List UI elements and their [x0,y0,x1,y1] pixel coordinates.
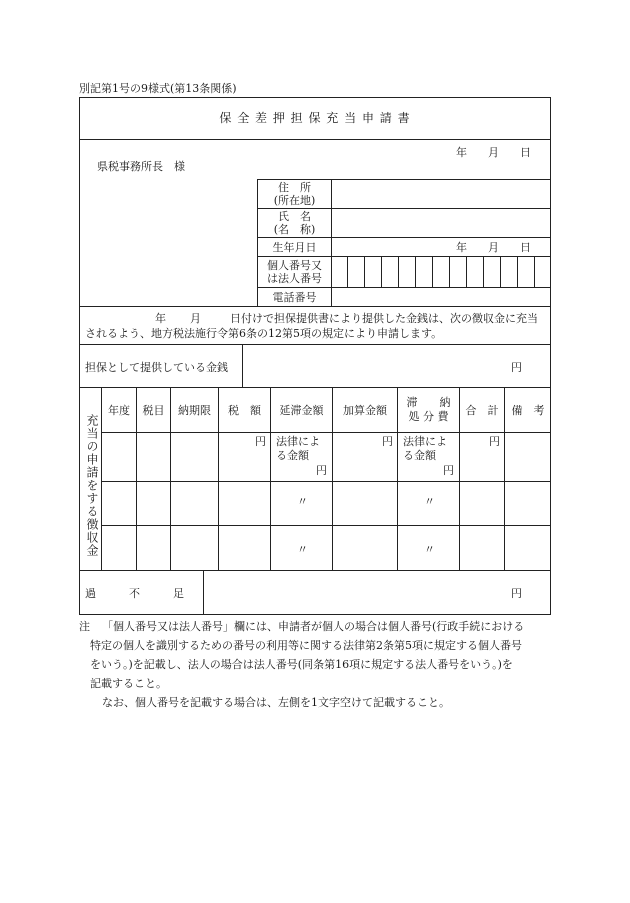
form-title: 保 全 差 押 担 保 充 当 申 請 書 [219,111,411,125]
header-delinquency-1: 滞 納 [406,396,451,409]
collateral-label: 担保として提供している金銭 [85,361,228,374]
note-line-2: 特定の個人を識別するための番号の利用等に関する法律第2条第5項に規定する個人番号 [90,639,522,652]
late-fee-legal-1: 法律によ [276,435,320,448]
number-label-2: は法人番号 [267,272,322,285]
statement-month: 月 [190,312,201,325]
birthdate-month: 月 [488,241,499,254]
digit-divider [449,256,450,287]
statement-line-1: 日付けで担保提供書により提供した金銭は、次の徴収金に充当 [230,312,538,325]
note-line-3: をいう。)を記載し、法人の場合は法人番号(同条第16項に規定する法人番号をいう。)を [90,658,513,671]
birthdate-day: 日 [520,241,531,254]
note-line-5: なお、個人番号を記載する場合は、左側を1文字空けて記載すること。 [102,696,450,709]
table-side-label: 充当の申請をする徴収金 [85,414,99,557]
number-label-1: 個人番号又 [267,259,322,272]
penalty-yen: 円 [382,435,393,448]
addressee: 県税事務所長 様 [97,160,185,173]
form-number: 別記第1号の9様式(第13条関係) [79,82,237,95]
note-mark: 注 [79,620,90,633]
digit-divider [347,256,348,287]
delinquency-yen: 円 [443,464,454,477]
header-deadline: 納期限 [178,404,211,417]
number-row-line [257,287,551,288]
title-divider [79,139,551,140]
birthdate-year: 年 [456,241,467,254]
table-header-line [101,432,551,433]
tax-amount-yen: 円 [255,435,266,448]
note-line-1: 「個人番号又は法人番号」欄には、申請者が個人の場合は個人番号(行政手続における [102,620,525,633]
note-line-4: 記載すること。 [90,677,167,690]
statement-line-2: されるよう、地方税法施行令第6条の12第5項の規定により申請します。 [85,327,443,340]
digit-divider [398,256,399,287]
statement-year: 年 [155,312,166,325]
address-row-line [257,208,551,209]
ditto-mark: 〃 [424,543,435,556]
digit-divider [517,256,518,287]
header-tax-amount: 税 額 [228,404,261,417]
delinquency-legal-1: 法律によ [403,435,447,448]
digit-divider [381,256,382,287]
date-year: 年 [456,146,467,159]
applicant-top-line [257,179,551,180]
name-label-2: (名 称) [273,223,316,236]
header-penalty: 加算金額 [343,404,387,417]
collateral-bottom-line [79,387,551,388]
digit-divider [483,256,484,287]
shortfall-yen: 円 [511,587,522,600]
header-year: 年度 [108,404,130,417]
header-tax-item: 税目 [142,404,165,417]
late-fee-yen: 円 [316,464,327,477]
late-fee-legal-2: る金額 [276,449,309,462]
statement-bottom-line [79,344,551,345]
digit-divider [415,256,416,287]
ditto-mark: 〃 [424,495,435,508]
digit-divider [500,256,501,287]
table-bottom-line [79,570,551,571]
header-remarks: 備 考 [511,404,545,417]
table-row-line [101,525,551,526]
digit-divider [466,256,467,287]
name-row-line [257,237,551,238]
ditto-mark: 〃 [297,543,308,556]
ditto-mark: 〃 [297,495,308,508]
header-total: 合 計 [465,404,499,417]
statement-top-line [79,306,551,307]
address-label-1: 住 所 [278,181,311,194]
collateral-yen: 円 [511,361,522,374]
shortfall-divider [203,570,204,615]
date-day: 日 [520,146,531,159]
delinquency-legal-2: る金額 [403,449,436,462]
birthdate-row-line [257,256,551,257]
digit-divider [432,256,433,287]
date-month: 月 [488,146,499,159]
digit-divider [364,256,365,287]
phone-label: 電話番号 [272,291,317,304]
collateral-divider [242,344,243,387]
form-border [79,97,551,615]
name-label-1: 氏 名 [278,210,311,223]
header-delinquency-2: 処 分 費 [408,410,449,423]
shortfall-label: 過 不 足 [85,587,184,600]
table-row-line [101,481,551,482]
header-late-fee: 延滞金額 [279,404,324,417]
birthdate-label: 生年月日 [272,241,317,254]
address-label-2: (所在地) [273,194,316,207]
digit-divider [534,256,535,287]
total-yen: 円 [489,435,500,448]
